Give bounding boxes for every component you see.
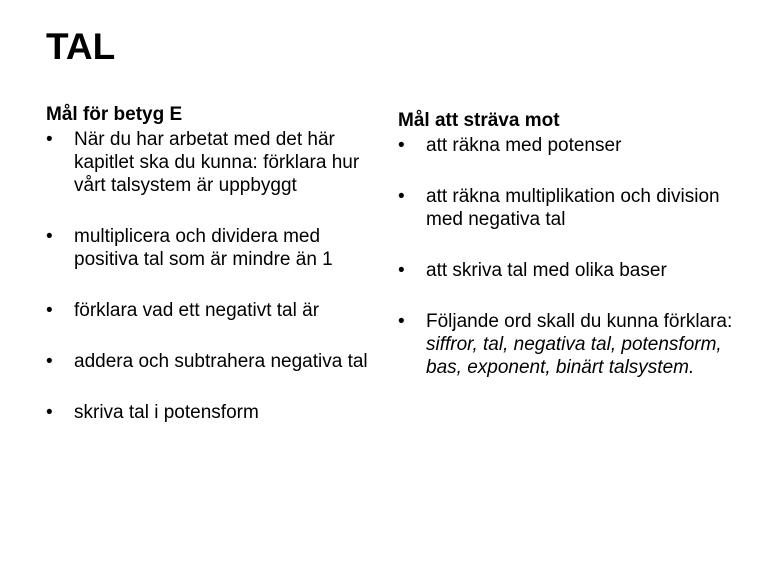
bullet-icon: • (398, 135, 405, 156)
list-item-text: multiplicera och dividera med positiva tal som är mindre än 1 (74, 226, 333, 270)
list-item (46, 350, 381, 373)
list-item (398, 310, 733, 379)
list-item-text: När du har arbetat med det här kapitlet ska du kunna: förklara hur vårt talsystem är uppbyggt (74, 129, 360, 196)
goals-grade-e-heading: Mål för betyg E (46, 104, 183, 125)
list-item (398, 259, 733, 282)
goals-grade-e-column (46, 104, 381, 424)
list-item (46, 299, 381, 322)
bullet-icon: • (398, 311, 405, 332)
list-item-text: att skriva tal med olika baser (426, 260, 667, 281)
vocabulary-intro: Följande ord skall du kunna förklara: (426, 311, 733, 332)
list-item-text: att räkna multiplikation och division med negativa tal (426, 186, 720, 230)
bullet-icon: • (46, 351, 53, 372)
list-item (46, 128, 381, 197)
list-item (398, 185, 733, 231)
bullet-icon: • (46, 226, 53, 247)
goals-strive-list (398, 134, 733, 379)
slide-title: TAL (46, 26, 116, 67)
list-item (46, 225, 381, 271)
list-item-text (426, 311, 732, 378)
list-item-text: skriva tal i potensform (74, 402, 259, 423)
bullet-icon: • (46, 129, 53, 150)
goals-grade-e-list (46, 128, 381, 424)
list-item (46, 401, 381, 424)
goals-strive-column (398, 110, 733, 379)
list-item-text: förklara vad ett negativt tal är (74, 300, 320, 321)
bullet-icon: • (46, 402, 53, 423)
list-item-text: addera och subtrahera negativa tal (74, 351, 368, 372)
bullet-icon: • (398, 186, 405, 207)
list-item-text: att räkna med potenser (426, 135, 622, 156)
vocabulary-terms: siffror, tal, negativa tal, potensform, bas, exponent, binärt talsystem. (426, 334, 722, 378)
list-item (398, 134, 733, 157)
bullet-icon: • (398, 260, 405, 281)
goals-strive-heading: Mål att sträva mot (398, 110, 560, 131)
bullet-icon: • (46, 300, 53, 321)
